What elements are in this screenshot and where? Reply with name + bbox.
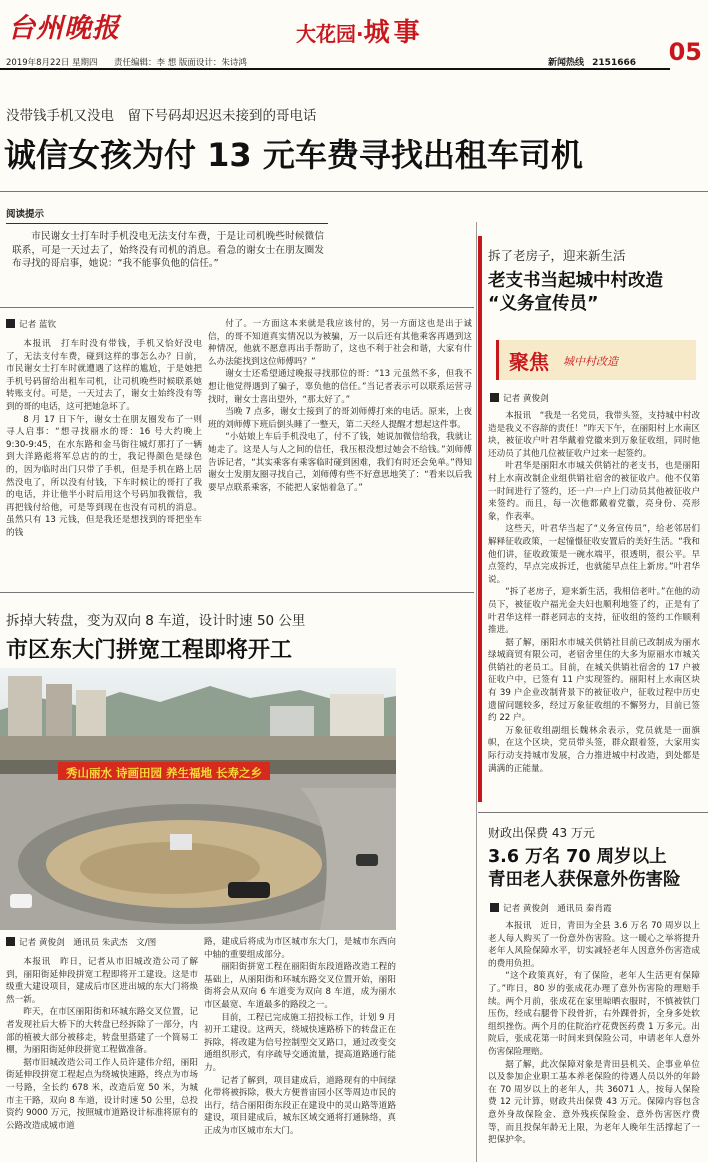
hotline: [548, 55, 636, 68]
masthead-editors: 责任编辑：李 想 版面设计：朱诗鸿: [114, 58, 247, 68]
masthead: [0, 0, 708, 68]
paragraph: 据了解，此次保障对象是青田县机关、企事业单位以及参加企业职工基本养老保险的待遇人员以外的年龄在 70 周岁以上的老年人，共 36071 人，按每人保险费 12 元计算，财政共出保费 43 万元。保障内容包含意外身故保险金、意外残疾保险金、意外伤害医疗费等，而且投保年龄无上限，为老年人晚年生活撑起了一把保护伞。: [488, 1059, 700, 1146]
story4-byline: 记者 黄俊剑 通讯员 秦肖霞: [490, 902, 612, 916]
story3-body: [488, 410, 700, 775]
paragraph: 本报讯 打车时没有带钱，手机又恰好没电了，无法支付车费，碰到这样的事怎么办？日前，市民谢女士打车时就遭遇了这样的尴尬，于是她把手机号码留给出租车司机，让司机晚些时候联系她转账支付。可是，一天过去了，谢女士始终没有等到的哥的电话，这可把她急坏了。: [6, 339, 202, 412]
paragraph: 记者了解到，项目建成后，道路现有的中间绿化带将被拆除，极大方便普宙园小区等周边市民的出行，结合丽阳街东段正在建设中的灵山路等道路建设，项目建成后，城东区域交通将打通脉络，真正成为市区城市东大门。: [204, 1075, 396, 1136]
paragraph: “小姑娘上车后手机没电了，付不了钱，她说加微信给我，我就让她走了。这是人与人之间的信任，我压根没想过她会不给钱。”刘师傅告诉记者，“其实乘客有乘客临时碰到困难，我们有时还会免单。”得知谢女士发朋友圈寻找自己，刘师傅有些不好意思地笑了：“看来以后我要早点联系乘客，不能把人家惦着急了。”: [208, 432, 472, 493]
construction-photo-svg: [0, 668, 396, 930]
paragraph: 据了解，丽阳水市城关供销社目前已改制成为丽水绿城商贸有限公司，老宿舍里住的大多为原丽水市城关供销社的老员工。目前，在城关供销社宿舍的 17 户被征收户中，已签有 11 户实现签约。丽阳村上水南区块有 39 户企业改制背景下的被征收户，征收过程中历史遗留问题较多，经过万象征收组的不懈努力，目前已签约 22 户。: [488, 637, 700, 724]
story3-byline: 记者 黄俊剑: [490, 392, 549, 406]
story2-kicker: 拆掉大转盘，变为双向 8 车道，设计时速 50 公里: [6, 613, 306, 629]
paragraph: 这些天，叶君华当起了“义务宣传员”，给老邻居们解释征收政策，一起憧憬征收安置后的美好生活。“我和他们讲，征收政策是一碗水端平，很透明，很公平。早点签约，早点完成拆迁，也就能早点住上新房。”叶君华说。: [488, 524, 700, 585]
reading-tip: [6, 206, 328, 271]
hotline-number: 2151666: [592, 58, 636, 68]
lead-kicker: 没带钱手机又没电 留下号码却迟迟未接到的哥电话: [6, 108, 317, 124]
lead-column-1: [6, 338, 202, 540]
paragraph: 路，建成后将成为市区城市东大门，是城市东西向中轴的重要组成部分。: [204, 937, 396, 960]
focus-sub: 城中村改造: [563, 355, 618, 368]
focus-column-banner: [496, 340, 696, 380]
section-title: 大花园·城事: [296, 18, 424, 48]
story2-column-2: [204, 936, 396, 1138]
section-title-right: 城事: [363, 18, 424, 48]
paragraph: 丽阳街拼宽工程在丽阳街东段道路改造工程的基础上，从丽阳街和环城东路交叉位置开始，丽阳街将会从双向 6 车道变为双向 8 车道，成为丽水市区最宽、车道最多的路段之一。: [204, 962, 396, 1010]
paragraph: “拆了老房子，迎来新生活，我相信老叶。”在他的动员下，被征收户福光金夫妇也顺利地签了约，正是有了叶君华这样一群老同志的支持，征收组的签约工作顺利推进。: [488, 587, 700, 636]
lead-headline: 诚信女孩为付 13 元车费寻找出租车司机: [4, 136, 583, 174]
paragraph: 谢女士还希望通过晚报寻找那位的哥：“13 元虽然不多，但我不想让他觉得遇到了骗子，辜负他的信任。”当记者表示可以联系运营寻找时，谢女士喜出望外，“那太好了。”: [208, 369, 472, 405]
reading-tip-text: 市民谢女士打车时手机没电无法支付车费，于是让司机晚些时候微信联系，可是一天过去了，始终没有司机的消息。看急的谢女士在朋友圈发布寻找的哥启事，她说：“我不能事负他的信任。”: [12, 231, 324, 270]
paragraph: 据市旧城改造公司工作人员许建伟介绍，丽阳街延伸段拼宽工程起点为绕城快速路，终点为市场一号路，全长约 678 米，改造后宽 50 米，为城市主干路，双向 8 车道，设计时速 50 公里，总投资约 9000 万元，按照城市道路设计标准将原有的公路改造成城市道: [6, 1057, 198, 1131]
lead-byline: 记者 蓝钦: [6, 318, 56, 332]
story3-kicker: 拆了老房子，迎来新生活: [488, 248, 626, 263]
story2-byline: 记者 黄俊剑 通讯员 朱武杰 文/图: [6, 936, 156, 950]
story2-column-1: [6, 956, 198, 1132]
page-number: 05: [668, 38, 702, 66]
paper-logo: 台州晚报: [8, 13, 120, 44]
section-title-left: 大花园: [296, 22, 356, 46]
focus-label: 聚焦: [509, 350, 549, 374]
paragraph: 本报讯 “我是一名党员，我带头签，支持城中村改造是我义不容辞的责任！”昨天下午，在丽阳村上水南区块，被征收户叶君华戴着党徽来到万象征收组，同时他还动员了其他几位被征收户过来一起签约。: [488, 411, 700, 459]
story3-headline: 老支书当起城中村改造 “义务宣传员”: [488, 271, 663, 314]
story4-headline: 3.6 万名 70 周岁以上 青田老人获保意外伤害险: [488, 847, 681, 890]
paragraph: 当晚 7 点多，谢女士接到了的哥刘师傅打来的电话。原来，上夜班的刘师傅下班后倒头睡了一整天，第二天经人提醒才想起这件事。: [208, 407, 472, 430]
story2-headline: 市区东大门拼宽工程即将开工: [6, 638, 293, 663]
hotline-label: 新闻热线: [548, 58, 585, 68]
paragraph: 目前，工程已完成施工招投标工作，计划 9 月初开工建设。这两天，绕城快速路桥下的转盘正在拆除，将改建为信号控制型交叉路口，通过改变交通组织形式，有序疏导交通流量，提高道路通行能力。: [204, 1012, 396, 1073]
paragraph: 万象征收组副组长魏林余表示，党员就是一面旗帜，在这个区块，党员带头签，群众跟着签，大家用实际行动支持城市发展，合力推进城中村改造，到处都是满满的正能量。: [488, 725, 700, 774]
paragraph: 昨天，在市区丽阳街和环城东路交叉位置，记者发现社后大桥下的大转盘已经拆除了一部分，内部的植被大部分被移走，转盘里搭建了一个简易工棚，为丽阳街延伸段拼宽工程做准备。: [6, 1007, 198, 1056]
story4-kicker: 财政出保费 43 万元: [488, 826, 595, 840]
paragraph: 本报讯 近日，青田为全县 3.6 万名 70 周岁以上老人每人购买了一份意外伤害险。这一暖心之举将提升老年人风险保障水平，切实减轻老年人因意外伤害造成的费用负担。: [488, 921, 700, 969]
slogan-banner-text: 秀山丽水 诗画田园 养生福地 长寿之乡: [66, 766, 263, 780]
slogan-banner: [58, 762, 270, 780]
paragraph: 8 月 17 日下午，谢女士在朋友圈发布了一则寻人启事：“想寻找丽水的哥：16 号大约晚上 9:30-9:45，在水东路和金马街往城灯那打了一辆到大洋路彪将军总店的的士，我记得颜色是绿色的，因为临时出门只带了手机，但是手机在路上居然没电了，所以没有付钱，下车时候让的哥打了我的电话，并让他半小时后用这个号码加我微信，我再把钱付给他，可是等到现在也没有司机的消息。虽然只有 13 元钱，但是我还是想找到的哥把坐车的钱: [6, 414, 202, 538]
story4-body: [488, 920, 700, 1147]
paragraph: 叶君华是丽阳水市城关供销社的老支书，也是丽阳村上水南改制企业组供销社宿舍的被征收户。他不仅第一时间进行了签约，还一户一户上门动员其他被征收户来签约。而且，每一次他都戴着党徽，亮身份、亮形象，作表率。: [488, 461, 700, 522]
paragraph: “这个政策真好，有了保险，老年人生活更有保障了。”昨日，80 岁的张成花办理了意外伤害险的理赔手续。两个月前，张成花在家里晾晒衣服时，不慎被铁门压伤，经成右腿骨下段骨折，右外踝骨折，全身多处软组织挫伤。两个月的住院治疗花费医药费 1 万多元。出院后，张成花第一时间来到保险公司，申请老年人意外伤害保险理赔。: [488, 971, 700, 1057]
construction-photo: [0, 668, 396, 930]
reading-tip-label: 阅读提示: [6, 206, 328, 224]
masthead-date: 2019年8月22日 星期四: [6, 58, 98, 68]
paragraph: 付了。一方面这本来就是我应该付的，另一方面这也是出于诚信，的哥不知道真实情况以为被骗，万一以后还有其他乘客再遇到这种情况，他就不愿意再出手帮助了，这也不利于社会和谐，大家有什么办法能找到这位师傅吗？”: [208, 319, 472, 367]
lead-column-2: [208, 318, 472, 494]
paragraph: 本报讯 昨日，记者从市旧城改造公司了解到，丽阳街延伸段拼宽工程即将开工建设。这是市级重大建设项目，建成后市区进出城的东大门将焕然一新。: [6, 957, 198, 1005]
